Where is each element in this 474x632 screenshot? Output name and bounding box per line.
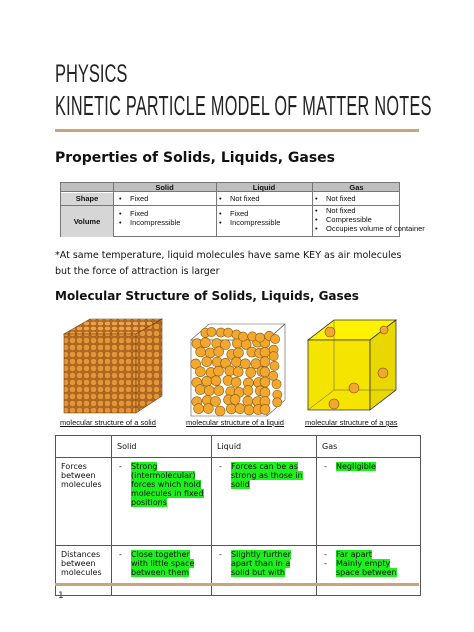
caption-solid: molecular structure of a solid — [60, 418, 156, 427]
volume-liquid-2: • Incompressible — [219, 218, 280, 227]
liquid-structure-image — [183, 318, 289, 418]
col-head-liquid: Liquid — [252, 183, 276, 192]
subject-title: PHYSICS — [55, 60, 128, 88]
comparison-table — [55, 435, 421, 596]
distances-liquid: - Slightly further apart than in a solid but with — [212, 546, 317, 596]
row-label-distances: Distances between molecules — [56, 546, 112, 596]
row-label-volume: Volume — [61, 206, 113, 237]
page-title: KINETIC PARTICLE MODEL OF MATTER NOTES — [55, 90, 432, 121]
forces-gas: - Negligible — [317, 458, 421, 546]
gas-structure-image — [306, 318, 398, 412]
shape-liquid: • Not fixed — [219, 194, 260, 203]
volume-liquid-1: • Fixed — [219, 209, 248, 218]
row-label-forces: Forces between molecules — [56, 458, 112, 546]
header-liquid: Liquid — [212, 436, 317, 458]
col-head-gas: Gas — [349, 183, 364, 192]
section-heading-properties: Properties of Solids, Liquids, Gases — [55, 150, 335, 166]
divider-bottom — [55, 583, 419, 586]
col-head-solid: Solid — [155, 183, 174, 192]
header-solid: Solid — [112, 436, 212, 458]
volume-gas-2: • Compressible — [315, 215, 372, 224]
forces-solid: - Strong (intermolecular) forces which hold molecules in fixed positions — [112, 458, 212, 546]
volume-gas-3: • Occupies volume of container — [315, 224, 425, 233]
caption-liquid: molecular structure of a liquid — [186, 418, 284, 427]
note-paragraph: *At same temperature, liquid molecules have same KEY as air molecules but the force of attraction is larger — [55, 250, 402, 277]
shape-solid: • Fixed — [119, 194, 148, 203]
solid-structure-image — [62, 316, 164, 416]
distances-gas: - Far apart - Mainly empty space between — [317, 546, 421, 596]
section-heading-structure: Molecular Structure of Solids, Liquids, Gases — [55, 289, 359, 303]
header-gas: Gas — [317, 436, 421, 458]
page-number: 1 — [58, 591, 64, 601]
header-empty — [56, 436, 112, 458]
forces-liquid: - Forces can be as strong as those in solid — [212, 458, 317, 546]
properties-table — [60, 182, 425, 237]
volume-gas-1: • Not fixed — [315, 206, 356, 215]
row-label-shape: Shape — [61, 193, 113, 205]
shape-gas: • Not fixed — [315, 194, 356, 203]
volume-solid-1: • Fixed — [119, 209, 148, 218]
caption-gas: molecular structure of a gas — [305, 418, 398, 427]
distances-solid: - Close together with little space between them — [112, 546, 212, 596]
volume-solid-2: • Incompressible — [119, 218, 180, 227]
divider-top — [55, 129, 419, 132]
